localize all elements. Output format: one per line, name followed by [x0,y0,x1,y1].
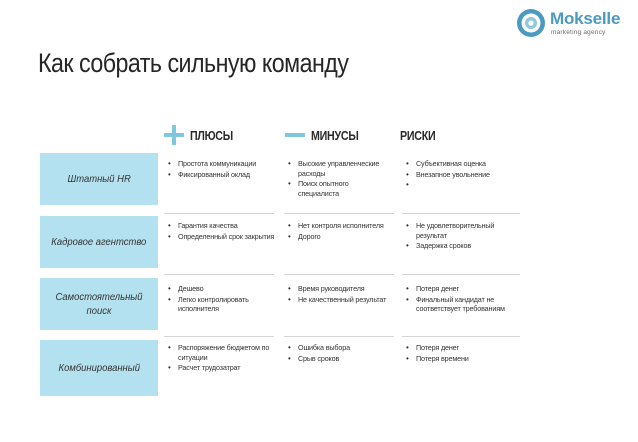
list-item: • Потеря денег [405,284,521,294]
row-label-combined: Комбинированный [40,340,158,396]
row-label-staff-hr: Штатный HR [40,153,158,205]
list-item: • Нет контроля исполнителя [287,221,393,231]
column-header-label: РИСКИ [400,127,436,143]
column-header-risks [400,125,443,145]
cell-pros [167,343,271,374]
list-item: • Финальный кандидат не соответствует требованиям [405,295,521,314]
column-header-label: МИНУСЫ [311,127,359,143]
cell-pros [167,159,279,180]
list-item: • Не удовлетворительный результат [405,221,517,240]
list-item: • Ошибка выбора [287,343,399,353]
logo-mark-icon [516,8,546,38]
list-item: • Субъективная оценка [405,159,517,169]
list-item: • Фиксированный оклад [167,170,279,180]
cell-cons [287,343,399,364]
list-item: • Время руководителя [287,284,399,294]
cell-cons [287,284,399,305]
list-item: • Распоряжение бюджетом по ситуации [167,343,271,362]
row-divider [284,274,394,275]
list-item: • Простота коммуникации [167,159,279,169]
plus-icon [164,125,184,145]
cell-risks [405,159,517,180]
logo-tagline: marketing agency [551,29,606,36]
list-item: • Потеря денег [405,343,517,353]
list-item: • Задержка сроков [405,241,517,251]
list-item: • Дорого [287,232,393,242]
logo-name: Mokselle [550,9,621,28]
list-item: • Потеря времени [405,354,517,364]
cell-risks [405,343,517,364]
list-item: • Поиск опытного специалиста [287,179,391,198]
row-divider [402,274,520,275]
cell-cons [287,159,391,199]
list-item: • Не качественный результат [287,295,399,305]
list-item: • Легко контролировать исполнителя [167,295,267,314]
row-label-self-search: Самостоятельный поиск [40,278,158,330]
cell-pros [167,221,279,242]
list-item: • Срыв сроков [287,354,399,364]
list-item: • Определенный срок закрытия [167,232,279,242]
row-label-recruiting-agency: Кадровое агентство [40,216,158,268]
minus-icon [285,133,305,137]
row-divider [284,336,394,337]
row-divider [402,336,520,337]
row-divider [164,274,274,275]
column-header-pros [164,125,242,145]
list-item: • Расчет трудозатрат [167,363,271,373]
row-divider [284,213,394,214]
cell-cons [287,221,393,242]
list-item: • Дешево [167,284,267,294]
column-header-cons [285,125,369,145]
list-item: • Высокие управленческие расходы [287,159,391,178]
list-item: • Внезапное увольнение [405,170,517,180]
cell-pros [167,284,267,315]
column-header-label: ПЛЮСЫ [190,127,233,143]
row-divider [164,213,274,214]
list-item: • Гарантия качества [167,221,279,231]
page-title: Как собрать сильную команду [38,48,349,78]
row-divider [164,336,274,337]
cell-risks [405,221,517,252]
company-logo [516,8,632,38]
row-divider [402,213,520,214]
cell-risks [405,284,521,315]
